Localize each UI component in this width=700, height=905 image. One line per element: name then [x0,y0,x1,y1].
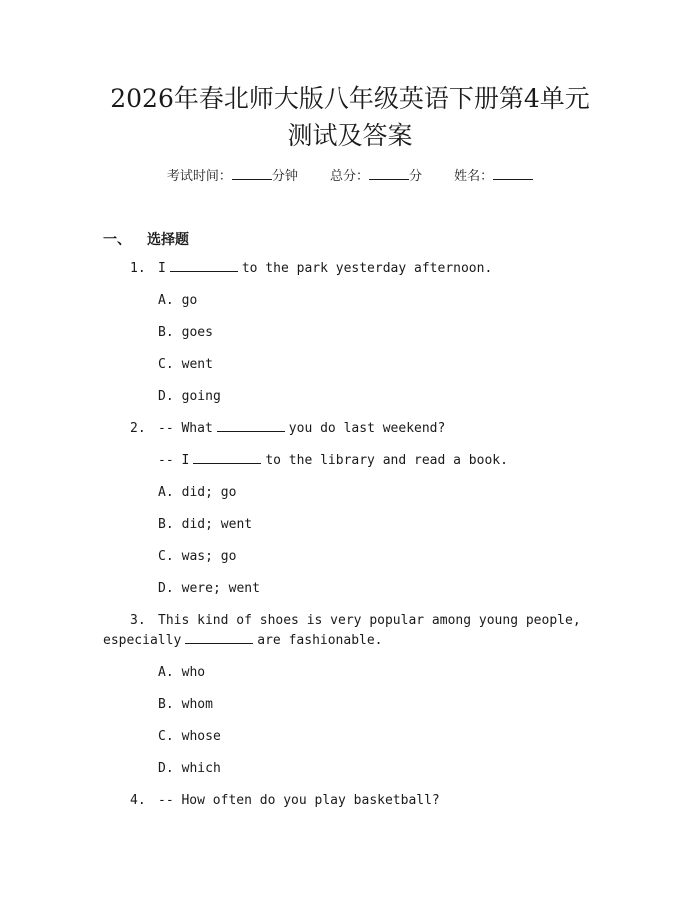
question-text-before: I [158,261,166,276]
section-number: 一、 [103,232,131,248]
question-number: 2. [130,421,146,436]
student-name-field [454,169,533,184]
option-letter: A. [158,293,174,308]
section-title: 选择题 [147,232,189,248]
answer-blank [185,631,253,644]
option-item [158,355,213,375]
total-score-field [330,169,426,184]
question-text: -- How often do you play basketball? [158,793,440,808]
exam-time-unit: 分钟 [271,169,298,184]
document-title-line-2: 测试及答案 [287,121,413,150]
option-text: goes [181,325,213,340]
exam-time-field [167,169,302,184]
question-text-after: to the park yesterday afternoon. [241,261,493,276]
option-text: did; go [181,485,237,500]
option-item [158,387,221,407]
student-name-label: 姓名： [454,169,494,184]
option-letter: D. [158,761,174,776]
question-text-after: are fashionable. [257,633,383,648]
question-text-before: -- I [158,453,190,468]
answer-blank [193,451,261,464]
question-number: 3. [130,613,146,628]
question-text-after: you do last weekend? [288,421,446,436]
student-name-blank [493,167,533,180]
total-score-label: 总分： [329,169,369,184]
option-letter: C. [158,357,174,372]
option-letter: C. [158,729,174,744]
option-text: which [181,761,221,776]
question-text: This kind of shoes is very popular among young people, [158,613,581,628]
question-text-before: especially [103,633,182,648]
exam-time-blank [232,167,272,180]
document-title-line-1: 2026年春北师大版八年级英语下册第4单元 [110,84,590,113]
option-letter: B. [158,325,174,340]
exam-time-label: 考试时间： [166,169,232,184]
option-letter: B. [158,517,174,532]
option-text: going [181,389,221,404]
question-text-after: to the library and read a book. [265,453,508,468]
total-score-blank [369,167,409,180]
option-letter: D. [158,389,174,404]
option-letter: B. [158,697,174,712]
option-item [158,291,197,311]
total-score-unit: 分 [409,169,423,184]
option-item [158,323,213,343]
question-4 [130,791,440,811]
option-text: go [181,293,198,308]
option-text: did; went [181,517,253,532]
option-text: who [181,665,206,680]
answer-blank [217,419,285,432]
option-item [158,579,260,599]
exam-meta [0,166,700,188]
option-item [158,759,221,779]
option-letter: C. [158,549,174,564]
question-text-before: -- What [158,421,213,436]
option-item [158,727,221,747]
option-letter: A. [158,665,174,680]
option-text: was; go [181,549,237,564]
question-3 [130,611,581,631]
question-2 [130,419,445,439]
question-2-reply [158,451,508,471]
option-item [158,663,205,683]
option-item [158,547,236,567]
option-item [158,515,252,535]
answer-blank [170,259,238,272]
option-item [158,483,236,503]
section-heading [103,229,189,251]
option-text: whose [181,729,221,744]
question-1 [130,259,492,279]
option-text: whom [181,697,213,712]
option-item [158,695,213,715]
option-text: went [181,357,213,372]
option-letter: A. [158,485,174,500]
question-number: 1. [130,261,146,276]
option-text: were; went [181,581,260,596]
question-number: 4. [130,793,146,808]
option-letter: D. [158,581,174,596]
question-3-continued [103,631,383,651]
